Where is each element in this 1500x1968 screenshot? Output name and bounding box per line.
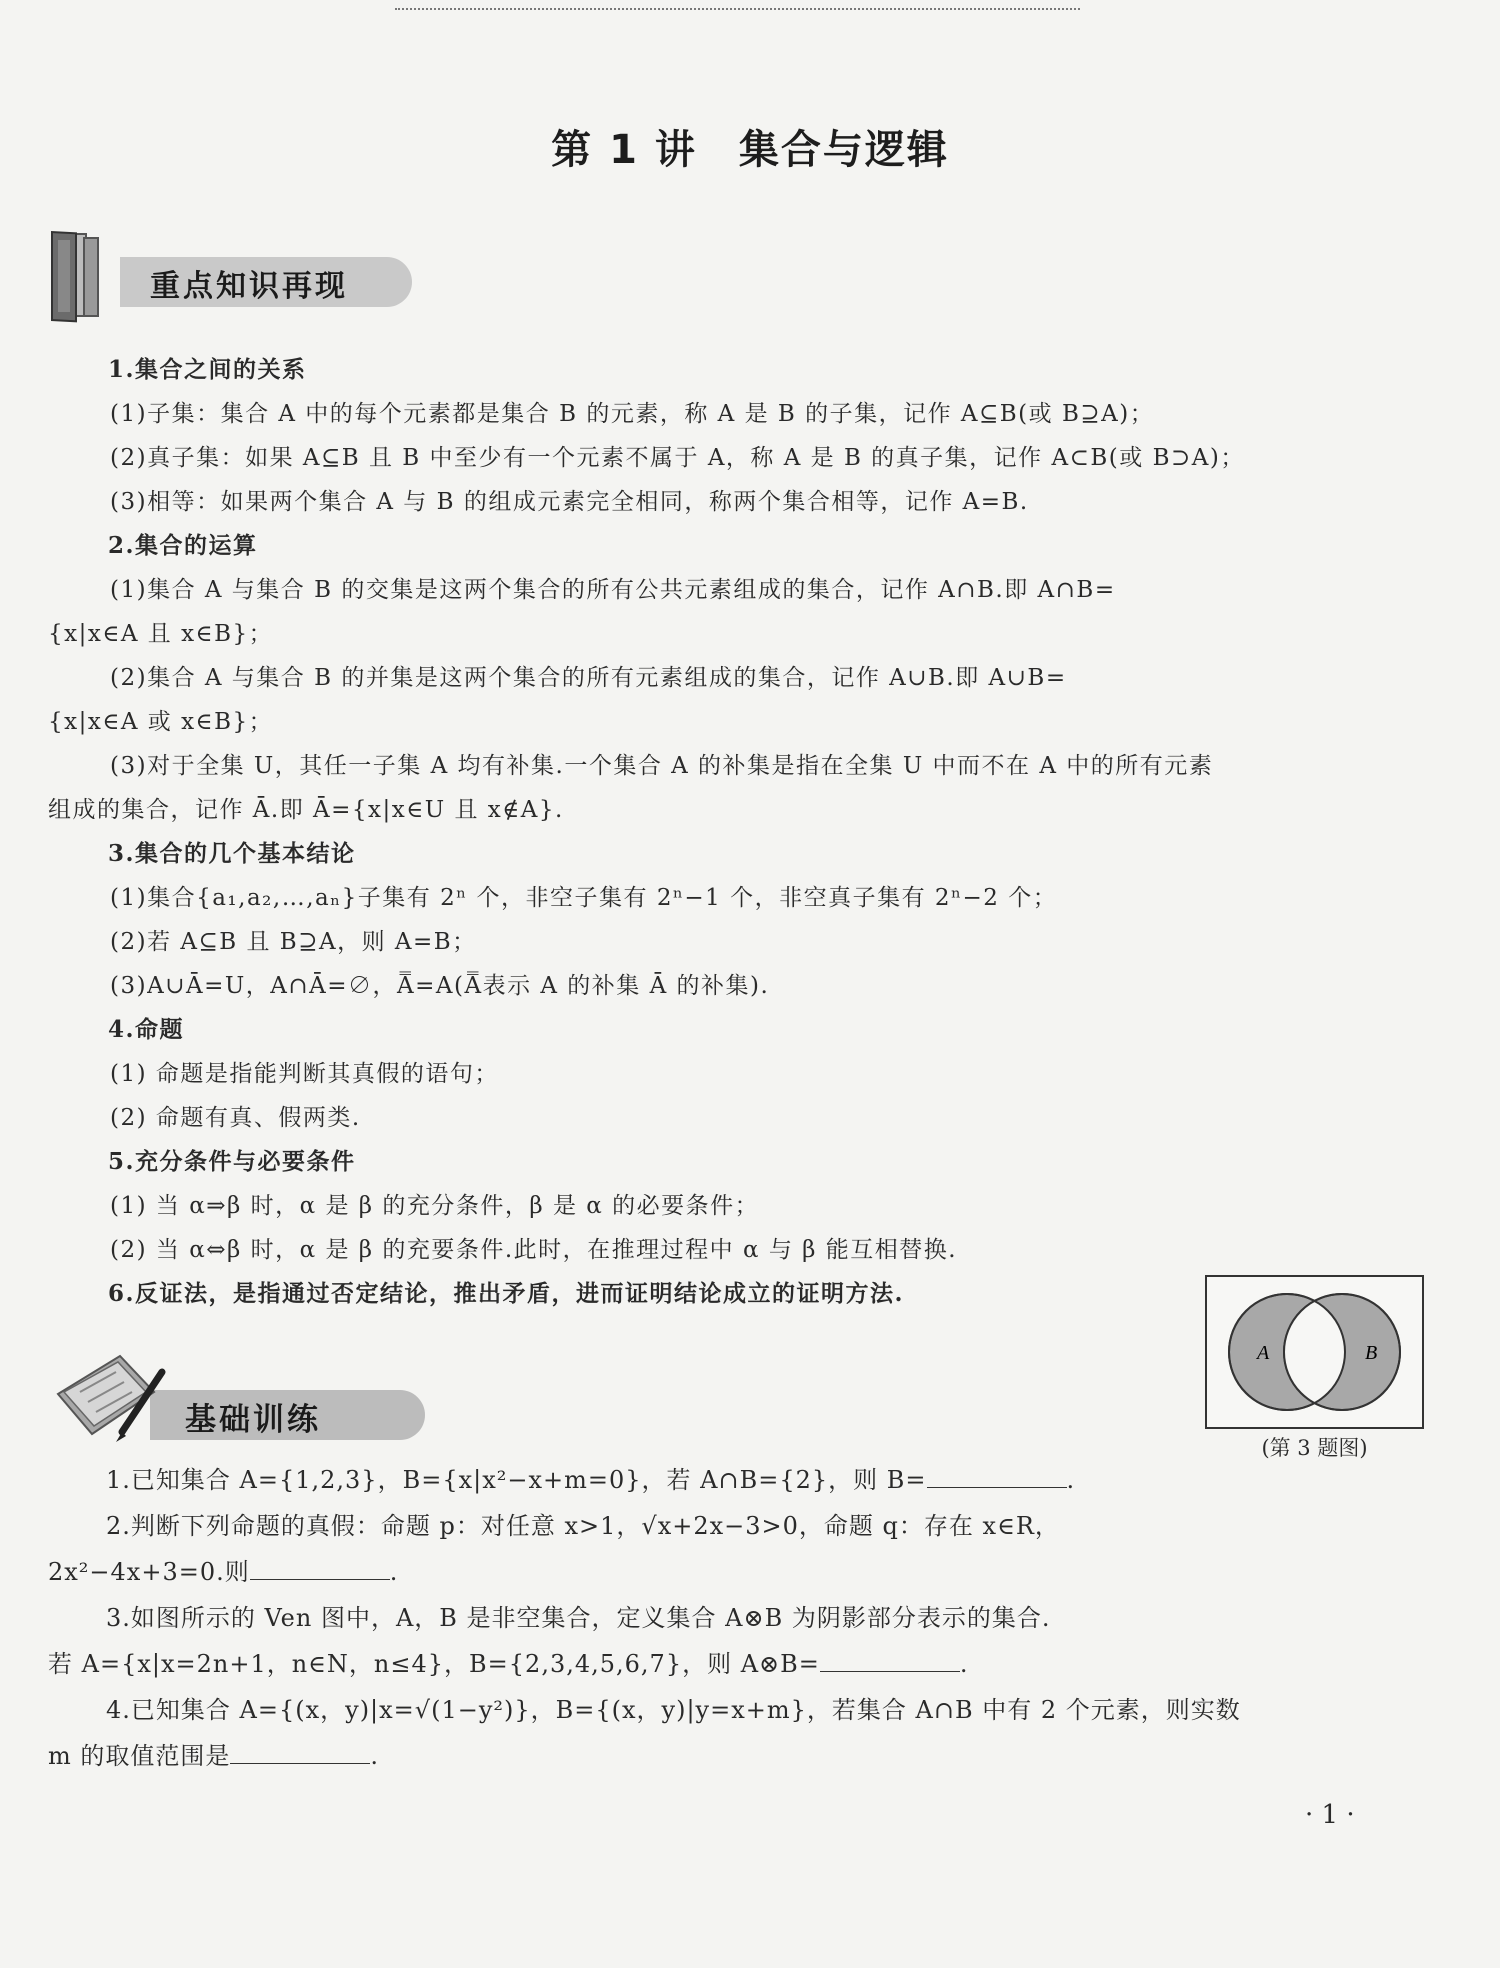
exercise-2-text: 2.判断下列命题的真假：命题 p：对任意 x>1，√x+2x−3>0，命题 q：存在 x∈R，	[106, 1512, 1060, 1540]
exercise-4-text-2: m 的取值范围是	[48, 1742, 231, 1770]
knowledge-line: (1)子集：集合 A 中的每个元素都是集合 B 的元素，称 A 是 B 的子集，记作 A⊆B(或 B⊇A)；	[110, 401, 1155, 427]
knowledge-line: (3)A∪Ā=U，A∩Ā=∅，A̿=A(A̿表示 A 的补集 Ā 的补集).	[110, 973, 770, 999]
knowledge-heading: 2.集合的运算	[108, 532, 258, 559]
exercise-2	[48, 1503, 1428, 1549]
page-title: 第 1 讲 集合与逻辑	[551, 127, 949, 173]
knowledge-line: {x|x∈A 且 x∈B}；	[48, 621, 274, 647]
exercise-1-end: .	[1066, 1466, 1076, 1494]
answer-blank-4[interactable]	[230, 1743, 370, 1764]
venn-diagram	[1205, 1275, 1424, 1429]
page-number: · 1 ·	[1305, 1800, 1355, 1830]
knowledge-line: (1)集合 A 与集合 B 的交集是这两个集合的所有公共元素组成的集合，记作 A∩B.即 A∩B=	[110, 577, 1116, 603]
books-icon	[50, 230, 150, 325]
exercise-4	[48, 1687, 1428, 1733]
knowledge-line: (3)对于全集 U，其任一子集 A 均有补集.一个集合 A 的补集是指在全集 U 中而不在 A 中的所有元素	[110, 753, 1214, 779]
answer-blank-3[interactable]	[820, 1651, 960, 1672]
knowledge-line: (2) 当 α⇔β 时，α 是 β 的充要条件.此时，在推理过程中 α 与 β 能互相替换.	[110, 1237, 958, 1263]
section-title-knowledge: 重点知识再现	[150, 269, 348, 304]
exercise-4-cont	[48, 1733, 1428, 1779]
section-banner-training	[50, 1378, 390, 1440]
exercise-section	[48, 1457, 1428, 1779]
section-banner-knowledge	[50, 245, 370, 307]
notebook-pen-icon	[50, 1346, 170, 1446]
knowledge-line: (2)真子集：如果 A⊆B 且 B 中至少有一个元素不属于 A，称 A 是 B 的真子集，记作 A⊂B(或 B⊃A)；	[110, 445, 1245, 471]
top-dotted-border	[395, 0, 1080, 10]
knowledge-heading: 5.充分条件与必要条件	[108, 1148, 356, 1175]
knowledge-line: 组成的集合，记作 Ā.即 Ā={x|x∈U 且 x∉A}.	[48, 797, 564, 823]
knowledge-line: (1)集合{a₁,a₂,…,aₙ}子集有 2ⁿ 个，非空子集有 2ⁿ−1 个，非空真子集有 2ⁿ−2 个；	[110, 885, 1058, 911]
knowledge-heading: 3.集合的几个基本结论	[108, 840, 356, 867]
exercise-4-text: 4.已知集合 A={(x，y)|x=√(1−y²)}，B={(x，y)|y=x+m}，若集合 A∩B 中有 2 个元素，则实数	[106, 1696, 1241, 1724]
answer-blank-2[interactable]	[250, 1559, 390, 1580]
knowledge-line: (2) 命题有真、假两类.	[110, 1105, 361, 1131]
knowledge-line: (3)相等：如果两个集合 A 与 B 的组成元素完全相同，称两个集合相等，记作 A=B.	[110, 489, 1029, 515]
knowledge-heading: 4.命题	[108, 1016, 185, 1043]
section-title-training: 基础训练	[185, 1402, 321, 1438]
exercise-4-end: .	[370, 1742, 380, 1770]
answer-blank-1[interactable]	[927, 1467, 1067, 1488]
figure-caption: (第 3 题图)	[1261, 1436, 1368, 1460]
exercise-2-cont	[48, 1549, 1428, 1595]
exercise-1	[48, 1457, 1428, 1503]
exercise-1-text: 1.已知集合 A={1,2,3}，B={x|x²−x+m=0}，若 A∩B={2}，则 B=	[106, 1466, 927, 1494]
exercise-3-text-2: 若 A={x|x=2n+1，n∈N，n≤4}，B={2,3,4,5,6,7}，则 A⊗B=	[48, 1650, 820, 1678]
venn-label-b: B	[1365, 1342, 1378, 1364]
knowledge-line: {x|x∈A 或 x∈B}；	[48, 709, 274, 735]
knowledge-line: (1) 当 α⇒β 时，α 是 β 的充分条件，β 是 α 的必要条件；	[110, 1193, 760, 1219]
knowledge-section	[48, 348, 1428, 1316]
exercise-3-text: 3.如图所示的 Ven 图中，A，B 是非空集合，定义集合 A⊗B 为阴影部分表示的集合.	[106, 1604, 1051, 1632]
venn-label-a: A	[1257, 1342, 1270, 1364]
exercise-2-text-2: 2x²−4x+3=0.则	[48, 1558, 250, 1586]
knowledge-heading: 1.集合之间的关系	[108, 356, 307, 383]
knowledge-line: (2)若 A⊆B 且 B⊇A，则 A=B；	[110, 929, 477, 955]
exercise-3	[48, 1595, 1428, 1641]
exercise-3-cont	[48, 1641, 1428, 1687]
knowledge-line: (2)集合 A 与集合 B 的并集是这两个集合的所有元素组成的集合，记作 A∪B.即 A∪B=	[110, 665, 1067, 691]
knowledge-heading: 6.反证法，是指通过否定结论，推出矛盾，进而证明结论成立的证明方法.	[108, 1280, 905, 1307]
exercise-3-end: .	[959, 1650, 969, 1678]
exercise-2-end: .	[389, 1558, 399, 1586]
knowledge-line: (1) 命题是指能判断其真假的语句；	[110, 1061, 499, 1087]
